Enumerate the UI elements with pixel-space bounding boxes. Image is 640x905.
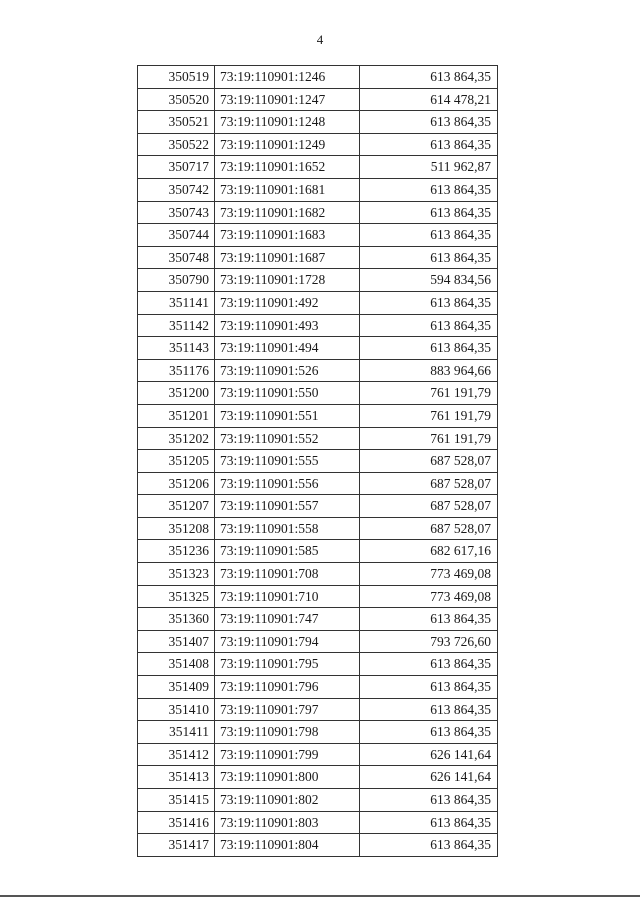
row-number-cell: 351407 bbox=[138, 630, 215, 653]
cadastral-number-cell: 73:19:110901:1652 bbox=[215, 156, 360, 179]
table-row bbox=[138, 201, 498, 224]
table-row bbox=[138, 540, 498, 563]
cadastral-number-cell: 73:19:110901:550 bbox=[215, 382, 360, 405]
cadastral-value-cell: 613 864,35 bbox=[360, 111, 498, 134]
table-row bbox=[138, 66, 498, 89]
table-row bbox=[138, 359, 498, 382]
cadastral-value-cell: 613 864,35 bbox=[360, 314, 498, 337]
cadastral-number-cell: 73:19:110901:800 bbox=[215, 766, 360, 789]
row-number-cell: 351360 bbox=[138, 608, 215, 631]
row-number-cell: 350519 bbox=[138, 66, 215, 89]
cadastral-value-cell: 594 834,56 bbox=[360, 269, 498, 292]
cadastral-value-cell: 613 864,35 bbox=[360, 178, 498, 201]
row-number-cell: 350522 bbox=[138, 133, 215, 156]
cadastral-number-cell: 73:19:110901:494 bbox=[215, 337, 360, 360]
table-row bbox=[138, 291, 498, 314]
cadastral-number-cell: 73:19:110901:802 bbox=[215, 789, 360, 812]
cadastral-number-cell: 73:19:110901:797 bbox=[215, 698, 360, 721]
table-row bbox=[138, 743, 498, 766]
cadastral-value-cell: 761 191,79 bbox=[360, 382, 498, 405]
table-row bbox=[138, 585, 498, 608]
row-number-cell: 351411 bbox=[138, 721, 215, 744]
table-row bbox=[138, 224, 498, 247]
table-row bbox=[138, 382, 498, 405]
table-row bbox=[138, 789, 498, 812]
row-number-cell: 351412 bbox=[138, 743, 215, 766]
page-number: 4 bbox=[316, 32, 324, 47]
cadastral-value-cell: 613 864,35 bbox=[360, 246, 498, 269]
table-row bbox=[138, 427, 498, 450]
cadastral-number-cell: 73:19:110901:747 bbox=[215, 608, 360, 631]
row-number-cell: 351207 bbox=[138, 495, 215, 518]
cadastral-value-cell: 613 864,35 bbox=[360, 608, 498, 631]
cadastral-value-cell: 613 864,35 bbox=[360, 676, 498, 699]
cadastral-number-cell: 73:19:110901:555 bbox=[215, 450, 360, 473]
cadastral-value-cell: 682 617,16 bbox=[360, 540, 498, 563]
table-row bbox=[138, 721, 498, 744]
cadastral-value-cell: 687 528,07 bbox=[360, 450, 498, 473]
cadastral-number-cell: 73:19:110901:526 bbox=[215, 359, 360, 382]
row-number-cell: 351416 bbox=[138, 811, 215, 834]
cadastral-value-cell: 613 864,35 bbox=[360, 789, 498, 812]
row-number-cell: 350748 bbox=[138, 246, 215, 269]
row-number-cell: 351142 bbox=[138, 314, 215, 337]
table-row bbox=[138, 766, 498, 789]
cadastral-number-cell: 73:19:110901:1249 bbox=[215, 133, 360, 156]
cadastral-value-cell: 626 141,64 bbox=[360, 766, 498, 789]
cadastral-value-cell: 773 469,08 bbox=[360, 563, 498, 586]
cadastral-number-cell: 73:19:110901:799 bbox=[215, 743, 360, 766]
cadastral-value-cell: 613 864,35 bbox=[360, 653, 498, 676]
page-bottom-rule bbox=[0, 895, 640, 897]
table-row bbox=[138, 337, 498, 360]
cadastral-number-cell: 73:19:110901:1683 bbox=[215, 224, 360, 247]
table-row bbox=[138, 563, 498, 586]
table-row bbox=[138, 495, 498, 518]
table-row bbox=[138, 314, 498, 337]
cadastral-value-cell: 761 191,79 bbox=[360, 404, 498, 427]
table-row bbox=[138, 450, 498, 473]
cadastral-number-cell: 73:19:110901:708 bbox=[215, 563, 360, 586]
table-row bbox=[138, 630, 498, 653]
row-number-cell: 350790 bbox=[138, 269, 215, 292]
cadastral-value-cell: 613 864,35 bbox=[360, 811, 498, 834]
cadastral-number-cell: 73:19:110901:1687 bbox=[215, 246, 360, 269]
row-number-cell: 350520 bbox=[138, 88, 215, 111]
table-row bbox=[138, 269, 498, 292]
row-number-cell: 351176 bbox=[138, 359, 215, 382]
row-number-cell: 351408 bbox=[138, 653, 215, 676]
row-number-cell: 350521 bbox=[138, 111, 215, 134]
row-number-cell: 350742 bbox=[138, 178, 215, 201]
row-number-cell: 351141 bbox=[138, 291, 215, 314]
cadastral-number-cell: 73:19:110901:1247 bbox=[215, 88, 360, 111]
cadastral-value-cell: 614 478,21 bbox=[360, 88, 498, 111]
row-number-cell: 351415 bbox=[138, 789, 215, 812]
cadastral-number-cell: 73:19:110901:551 bbox=[215, 404, 360, 427]
cadastral-value-cell: 687 528,07 bbox=[360, 517, 498, 540]
cadastral-value-cell: 626 141,64 bbox=[360, 743, 498, 766]
cadastral-number-cell: 73:19:110901:556 bbox=[215, 472, 360, 495]
table-row bbox=[138, 133, 498, 156]
cadastral-value-cell: 613 864,35 bbox=[360, 133, 498, 156]
cadastral-number-cell: 73:19:110901:803 bbox=[215, 811, 360, 834]
cadastral-number-cell: 73:19:110901:1246 bbox=[215, 66, 360, 89]
table-row bbox=[138, 88, 498, 111]
cadastral-value-cell: 613 864,35 bbox=[360, 66, 498, 89]
cadastral-value-cell: 883 964,66 bbox=[360, 359, 498, 382]
table-row bbox=[138, 653, 498, 676]
cadastral-value-cell: 613 864,35 bbox=[360, 291, 498, 314]
table-row bbox=[138, 404, 498, 427]
cadastral-number-cell: 73:19:110901:558 bbox=[215, 517, 360, 540]
table-row bbox=[138, 472, 498, 495]
cadastral-value-cell: 687 528,07 bbox=[360, 495, 498, 518]
cadastral-number-cell: 73:19:110901:1682 bbox=[215, 201, 360, 224]
row-number-cell: 350717 bbox=[138, 156, 215, 179]
row-number-cell: 351208 bbox=[138, 517, 215, 540]
cadastral-value-cell: 613 864,35 bbox=[360, 201, 498, 224]
cadastral-number-cell: 73:19:110901:1248 bbox=[215, 111, 360, 134]
table-row bbox=[138, 834, 498, 857]
table-row bbox=[138, 111, 498, 134]
cadastral-value-cell: 613 864,35 bbox=[360, 337, 498, 360]
cadastral-number-cell: 73:19:110901:794 bbox=[215, 630, 360, 653]
row-number-cell: 351201 bbox=[138, 404, 215, 427]
cadastral-number-cell: 73:19:110901:493 bbox=[215, 314, 360, 337]
cadastral-value-cell: 613 864,35 bbox=[360, 698, 498, 721]
row-number-cell: 351409 bbox=[138, 676, 215, 699]
table-row bbox=[138, 156, 498, 179]
row-number-cell: 351205 bbox=[138, 450, 215, 473]
cadastral-number-cell: 73:19:110901:796 bbox=[215, 676, 360, 699]
cadastral-value-table bbox=[137, 65, 498, 857]
cadastral-value-cell: 613 864,35 bbox=[360, 224, 498, 247]
table-row bbox=[138, 811, 498, 834]
cadastral-value-cell: 613 864,35 bbox=[360, 721, 498, 744]
table-row bbox=[138, 698, 498, 721]
row-number-cell: 351143 bbox=[138, 337, 215, 360]
cadastral-value-cell: 613 864,35 bbox=[360, 834, 498, 857]
cadastral-number-cell: 73:19:110901:795 bbox=[215, 653, 360, 676]
cadastral-number-cell: 73:19:110901:1681 bbox=[215, 178, 360, 201]
row-number-cell: 351206 bbox=[138, 472, 215, 495]
cadastral-number-cell: 73:19:110901:804 bbox=[215, 834, 360, 857]
row-number-cell: 351410 bbox=[138, 698, 215, 721]
cadastral-number-cell: 73:19:110901:557 bbox=[215, 495, 360, 518]
cadastral-number-cell: 73:19:110901:710 bbox=[215, 585, 360, 608]
row-number-cell: 351323 bbox=[138, 563, 215, 586]
cadastral-value-cell: 687 528,07 bbox=[360, 472, 498, 495]
table-body bbox=[138, 66, 498, 857]
cadastral-number-cell: 73:19:110901:585 bbox=[215, 540, 360, 563]
cadastral-number-cell: 73:19:110901:492 bbox=[215, 291, 360, 314]
cadastral-value-cell: 511 962,87 bbox=[360, 156, 498, 179]
row-number-cell: 351417 bbox=[138, 834, 215, 857]
cadastral-value-cell: 773 469,08 bbox=[360, 585, 498, 608]
table-row bbox=[138, 608, 498, 631]
row-number-cell: 351236 bbox=[138, 540, 215, 563]
row-number-cell: 350744 bbox=[138, 224, 215, 247]
row-number-cell: 351202 bbox=[138, 427, 215, 450]
cadastral-value-cell: 761 191,79 bbox=[360, 427, 498, 450]
cadastral-number-cell: 73:19:110901:552 bbox=[215, 427, 360, 450]
table-row bbox=[138, 517, 498, 540]
row-number-cell: 351325 bbox=[138, 585, 215, 608]
table-row bbox=[138, 178, 498, 201]
table-row bbox=[138, 676, 498, 699]
cadastral-number-cell: 73:19:110901:798 bbox=[215, 721, 360, 744]
row-number-cell: 351200 bbox=[138, 382, 215, 405]
cadastral-value-cell: 793 726,60 bbox=[360, 630, 498, 653]
row-number-cell: 350743 bbox=[138, 201, 215, 224]
row-number-cell: 351413 bbox=[138, 766, 215, 789]
table-row bbox=[138, 246, 498, 269]
cadastral-number-cell: 73:19:110901:1728 bbox=[215, 269, 360, 292]
